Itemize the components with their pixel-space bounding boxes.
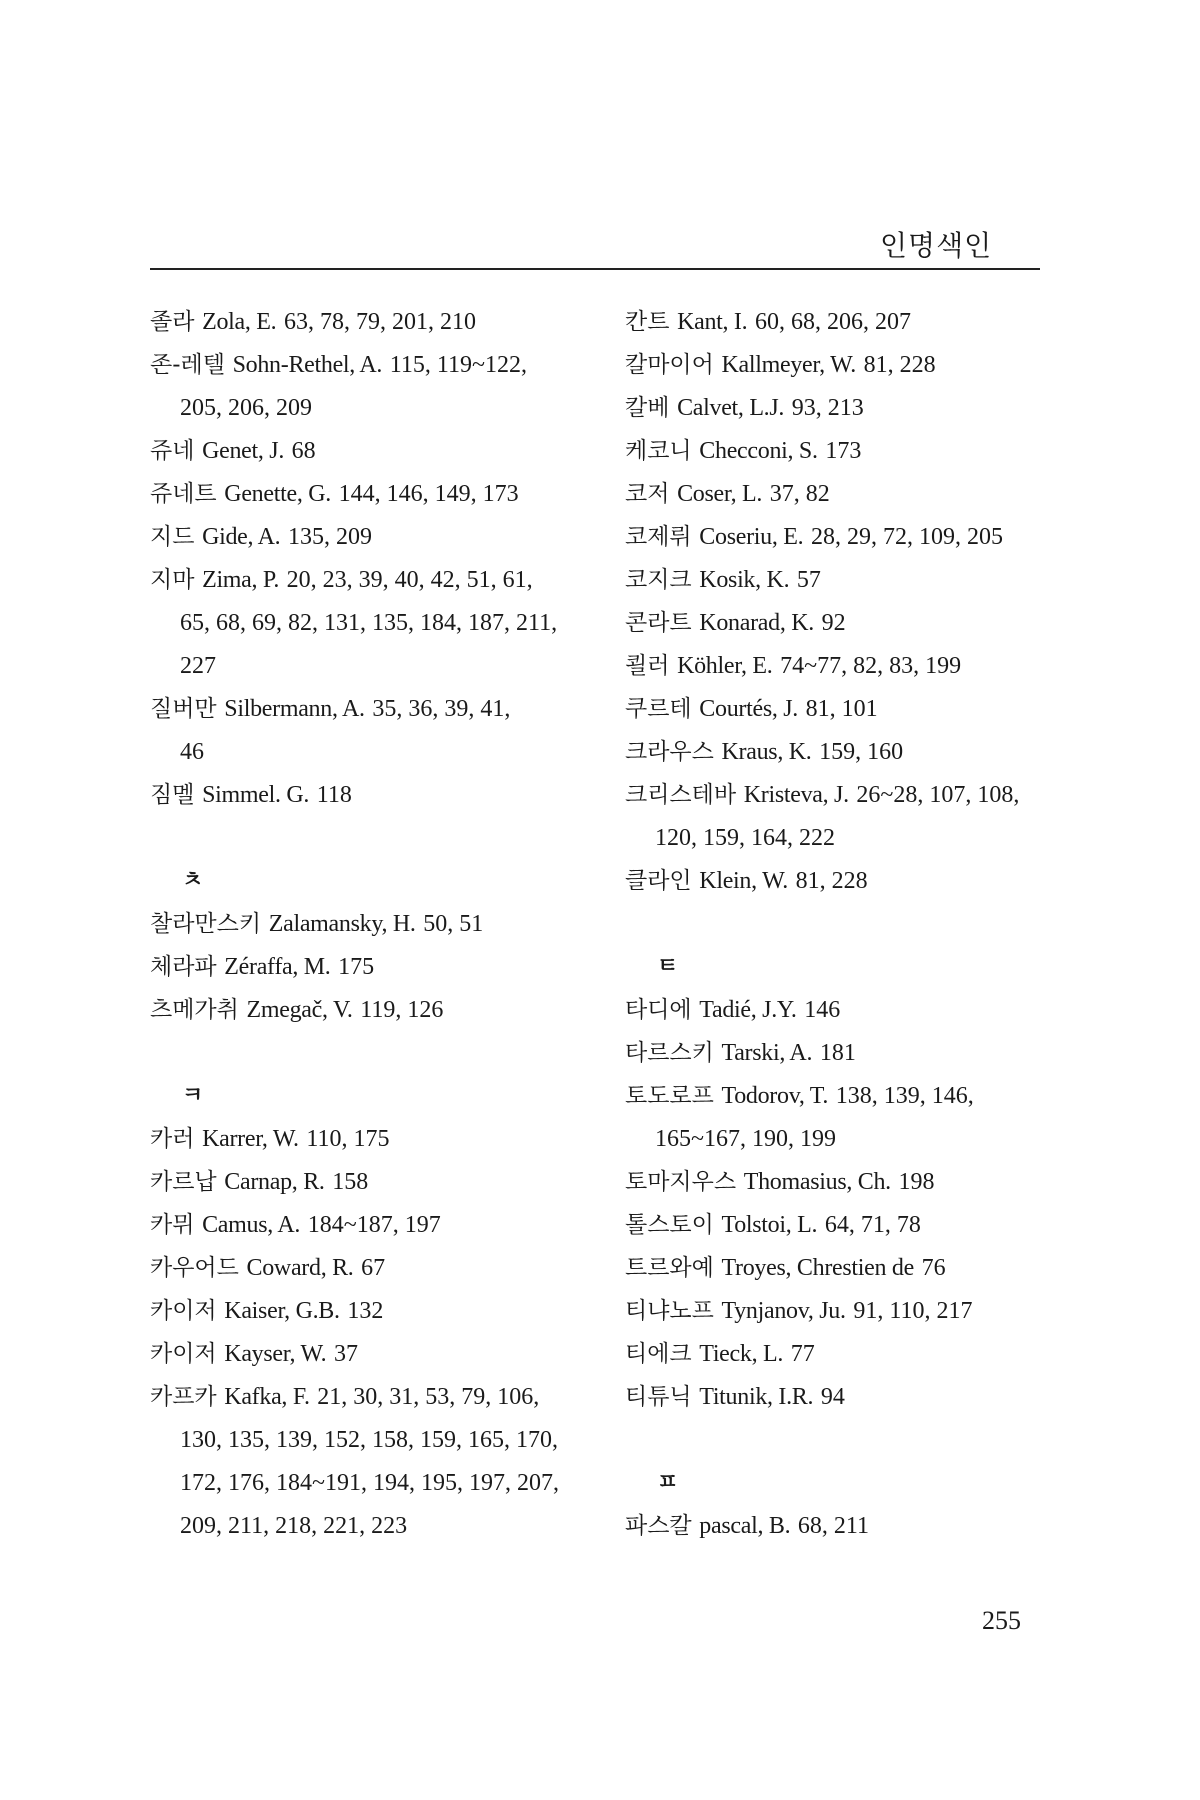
entry-pages: 119, 126 [360, 997, 444, 1023]
continued-pages: 172, 176, 184~191, 194, 195, 197, 207, [180, 1470, 559, 1496]
index-entry [625, 687, 1095, 730]
entry-pages-continued [150, 386, 620, 429]
index-entry [150, 429, 620, 472]
entry-name: Kafka, F. [224, 1384, 310, 1410]
entry-name: Sohn-Rethel, A. [232, 352, 383, 378]
entry-pages: 144, 146, 149, 173 [338, 481, 519, 507]
index-entry [150, 1332, 620, 1375]
entry-korean-name: 코제뤼 [625, 524, 692, 550]
entry-korean-name: 찰라만스키 [150, 911, 262, 937]
section-letter-text: ㅍ [657, 1470, 679, 1495]
section-letter-text: ㅋ [182, 1083, 204, 1108]
continued-pages: 130, 135, 139, 152, 158, 159, 165, 170, [180, 1427, 558, 1453]
entry-korean-name: 톨스토이 [625, 1212, 714, 1238]
index-entry [150, 945, 620, 988]
entry-pages: 118 [316, 782, 352, 808]
index-entry [625, 472, 1095, 515]
entry-korean-name: 칼베 [625, 395, 670, 421]
entry-pages-continued [150, 601, 620, 644]
entry-name: Zmegač, V. [246, 997, 353, 1023]
entry-name: Gide, A. [202, 524, 281, 550]
entry-name: Kallmeyer, W. [721, 352, 856, 378]
entry-pages: 159, 160 [819, 739, 904, 765]
entry-pages: 68 [291, 438, 316, 464]
entry-pages: 35, 36, 39, 41, [372, 696, 511, 722]
entry-korean-name: 티냐노프 [625, 1298, 714, 1324]
entry-pages: 184~187, 197 [307, 1212, 441, 1238]
entry-pages: 93, 213 [791, 395, 864, 421]
entry-name: Coward, R. [246, 1255, 354, 1281]
entry-pages: 64, 71, 78 [824, 1212, 921, 1238]
index-entry [150, 343, 620, 386]
entry-name: Kaiser, G.B. [224, 1298, 340, 1324]
entry-pages: 92 [821, 610, 846, 636]
index-entry [625, 773, 1095, 816]
section-letter-text: ㅊ [182, 868, 204, 893]
entry-name: Kayser, W. [224, 1341, 327, 1367]
entry-korean-name: 토마지우스 [625, 1169, 737, 1195]
index-entry [150, 300, 620, 343]
index-entry [625, 859, 1095, 902]
index-entry [150, 773, 620, 816]
entry-pages-continued [150, 1461, 620, 1504]
index-entry [625, 1375, 1095, 1418]
entry-pages: 77 [790, 1341, 815, 1367]
entry-name: Klein, W. [699, 868, 788, 894]
entry-name: Tolstoi, L. [721, 1212, 818, 1238]
entry-name: Coseriu, E. [699, 524, 804, 550]
entry-korean-name: 카이저 [150, 1341, 217, 1367]
entry-pages: 37 [333, 1341, 358, 1367]
index-entry [625, 1504, 1095, 1547]
index-entry [625, 730, 1095, 773]
index-column-right [625, 300, 1095, 1547]
entry-korean-name: 칼마이어 [625, 352, 714, 378]
entry-pages: 67 [361, 1255, 386, 1281]
index-entry [150, 902, 620, 945]
index-entry [150, 1289, 620, 1332]
entry-pages: 20, 23, 39, 40, 42, 51, 61, [286, 567, 533, 593]
entry-pages-continued [625, 1117, 1095, 1160]
entry-name: Tadié, J.Y. [699, 997, 797, 1023]
entry-pages: 81, 228 [795, 868, 868, 894]
entry-pages: 81, 101 [805, 696, 878, 722]
entry-name: Genette, G. [224, 481, 331, 507]
entry-korean-name: 콘라트 [625, 610, 692, 636]
entry-korean-name: 파스칼 [625, 1513, 692, 1539]
entry-name: Zalamansky, H. [268, 911, 416, 937]
entry-pages: 135, 209 [287, 524, 372, 550]
entry-pages: 138, 139, 146, [835, 1083, 974, 1109]
index-entry [625, 1332, 1095, 1375]
continued-pages: 120, 159, 164, 222 [655, 825, 835, 851]
entry-korean-name: 쥬네 [150, 438, 195, 464]
entry-korean-name: 지마 [150, 567, 195, 593]
entry-pages: 91, 110, 217 [853, 1298, 973, 1324]
entry-name: Todorov, T. [721, 1083, 829, 1109]
index-entry [625, 386, 1095, 429]
index-entry [625, 300, 1095, 343]
entry-pages: 74~77, 82, 83, 199 [780, 653, 962, 679]
index-entry [150, 1203, 620, 1246]
entry-name: Karrer, W. [202, 1126, 299, 1152]
entry-name: Zola, E. [202, 309, 277, 335]
entry-name: Tarski, A. [721, 1040, 813, 1066]
index-entry [625, 601, 1095, 644]
index-entry [625, 644, 1095, 687]
spacer [150, 816, 620, 859]
entry-korean-name: 트르와예 [625, 1255, 714, 1281]
entry-korean-name: 카프카 [150, 1384, 217, 1410]
entry-pages-continued [150, 644, 620, 687]
entry-korean-name: 케코니 [625, 438, 692, 464]
index-entry [625, 1289, 1095, 1332]
entry-korean-name: 코저 [625, 481, 670, 507]
index-entry [625, 1074, 1095, 1117]
index-entry [625, 515, 1095, 558]
continued-pages: 65, 68, 69, 82, 131, 135, 184, 187, 211, [180, 610, 558, 636]
index-entry [150, 1375, 620, 1418]
entry-korean-name: 짐멜 [150, 782, 195, 808]
entry-pages: 63, 78, 79, 201, 210 [283, 309, 476, 335]
entry-korean-name: 카르납 [150, 1169, 217, 1195]
entry-pages: 198 [898, 1169, 935, 1195]
entry-name: Coser, L. [677, 481, 763, 507]
entry-korean-name: 쿠르테 [625, 696, 692, 722]
entry-name: Kosik, K. [699, 567, 790, 593]
entry-name: Carnap, R. [224, 1169, 325, 1195]
entry-pages: 76 [921, 1255, 946, 1281]
entry-name: Köhler, E. [677, 653, 773, 679]
entry-korean-name: 타디에 [625, 997, 692, 1023]
index-entry [150, 1117, 620, 1160]
index-entry [625, 429, 1095, 472]
continued-pages: 205, 206, 209 [180, 395, 312, 421]
entry-name: pascal, B. [699, 1513, 791, 1539]
entry-korean-name: 지드 [150, 524, 195, 550]
entry-korean-name: 쾰러 [625, 653, 670, 679]
index-entry [625, 1203, 1095, 1246]
index-column-left [150, 300, 620, 1547]
entry-name: Tynjanov, Ju. [721, 1298, 846, 1324]
entry-pages: 94 [820, 1384, 845, 1410]
entry-pages: 68, 211 [797, 1513, 870, 1539]
entry-korean-name: 크리스테바 [625, 782, 737, 808]
index-entry [150, 558, 620, 601]
entry-name: Calvet, L.J. [677, 395, 785, 421]
entry-name: Thomasius, Ch. [743, 1169, 891, 1195]
entry-korean-name: 카뮈 [150, 1212, 195, 1238]
spacer [150, 1031, 620, 1074]
continued-pages: 46 [180, 739, 204, 765]
entry-pages: 81, 228 [863, 352, 936, 378]
entry-korean-name: 토도로프 [625, 1083, 714, 1109]
spacer [625, 1418, 1095, 1461]
entry-korean-name: 츠메가취 [150, 997, 239, 1023]
entry-korean-name: 코지크 [625, 567, 692, 593]
section-letter-text: ㅌ [657, 954, 679, 979]
section-letter [625, 945, 1095, 988]
index-entry [150, 1246, 620, 1289]
entry-korean-name: 카우어드 [150, 1255, 239, 1281]
entry-pages-continued [625, 816, 1095, 859]
entry-korean-name: 타르스키 [625, 1040, 714, 1066]
entry-name: Kraus, K. [721, 739, 812, 765]
section-letter [150, 1074, 620, 1117]
entry-korean-name: 크라우스 [625, 739, 714, 765]
entry-pages: 26~28, 107, 108, [856, 782, 1020, 808]
index-entry [150, 1160, 620, 1203]
index-entry [625, 1031, 1095, 1074]
page-number: 255 [982, 1606, 1021, 1635]
entry-pages: 110, 175 [306, 1126, 390, 1152]
entry-pages: 181 [819, 1040, 856, 1066]
header-rule [150, 268, 1040, 270]
entry-pages: 173 [825, 438, 862, 464]
index-entry [625, 343, 1095, 386]
entry-pages: 28, 29, 72, 109, 205 [810, 524, 1003, 550]
index-entry [625, 988, 1095, 1031]
entry-pages-continued [150, 1504, 620, 1547]
entry-pages: 57 [796, 567, 821, 593]
spacer [625, 902, 1095, 945]
entry-pages-continued [150, 1418, 620, 1461]
entry-name: Zima, P. [202, 567, 280, 593]
section-letter [625, 1461, 1095, 1504]
entry-name: Titunik, I.R. [699, 1384, 814, 1410]
entry-korean-name: 카러 [150, 1126, 195, 1152]
entry-pages: 132 [347, 1298, 384, 1324]
entry-pages: 21, 30, 31, 53, 79, 106, [317, 1384, 540, 1410]
entry-name: Tieck, L. [699, 1341, 784, 1367]
index-entry [150, 687, 620, 730]
continued-pages: 209, 211, 218, 221, 223 [180, 1513, 408, 1539]
entry-name: Simmel. G. [202, 782, 310, 808]
entry-korean-name: 칸트 [625, 309, 670, 335]
section-letter [150, 859, 620, 902]
entry-name: Kant, I. [677, 309, 748, 335]
entry-korean-name: 질버만 [150, 696, 217, 722]
entry-name: Courtés, J. [699, 696, 798, 722]
index-entry [625, 1246, 1095, 1289]
entry-pages-continued [150, 730, 620, 773]
index-entry [625, 1160, 1095, 1203]
index-entry [150, 988, 620, 1031]
entry-name: Genet, J. [202, 438, 285, 464]
running-header-title: 인명색인 [880, 229, 993, 262]
entry-pages: 37, 82 [769, 481, 830, 507]
entry-pages: 60, 68, 206, 207 [754, 309, 911, 335]
entry-name: Checconi, S. [699, 438, 818, 464]
entry-korean-name: 졸라 [150, 309, 195, 335]
index-entry [150, 472, 620, 515]
continued-pages: 227 [180, 653, 216, 679]
entry-korean-name: 티에크 [625, 1341, 692, 1367]
index-entry [150, 515, 620, 558]
entry-korean-name: 티튜닉 [625, 1384, 692, 1410]
entry-pages: 146 [804, 997, 841, 1023]
entry-korean-name: 클라인 [625, 868, 692, 894]
entry-name: Silbermann, A. [224, 696, 365, 722]
index-entry [625, 558, 1095, 601]
entry-name: Zéraffa, M. [224, 954, 331, 980]
entry-pages: 50, 51 [423, 911, 484, 937]
entry-korean-name: 쥬네트 [150, 481, 217, 507]
entry-name: Camus, A. [202, 1212, 301, 1238]
entry-korean-name: 존-레텔 [150, 352, 225, 378]
entry-korean-name: 카이저 [150, 1298, 217, 1324]
entry-korean-name: 체라파 [150, 954, 217, 980]
entry-pages: 158 [332, 1169, 369, 1195]
entry-name: Kristeva, J. [743, 782, 849, 808]
entry-name: Troyes, Chrestien de [721, 1255, 914, 1281]
entry-pages: 175 [338, 954, 375, 980]
entry-name: Konarad, K. [699, 610, 814, 636]
continued-pages: 165~167, 190, 199 [655, 1126, 836, 1152]
entry-pages: 115, 119~122, [389, 352, 527, 378]
